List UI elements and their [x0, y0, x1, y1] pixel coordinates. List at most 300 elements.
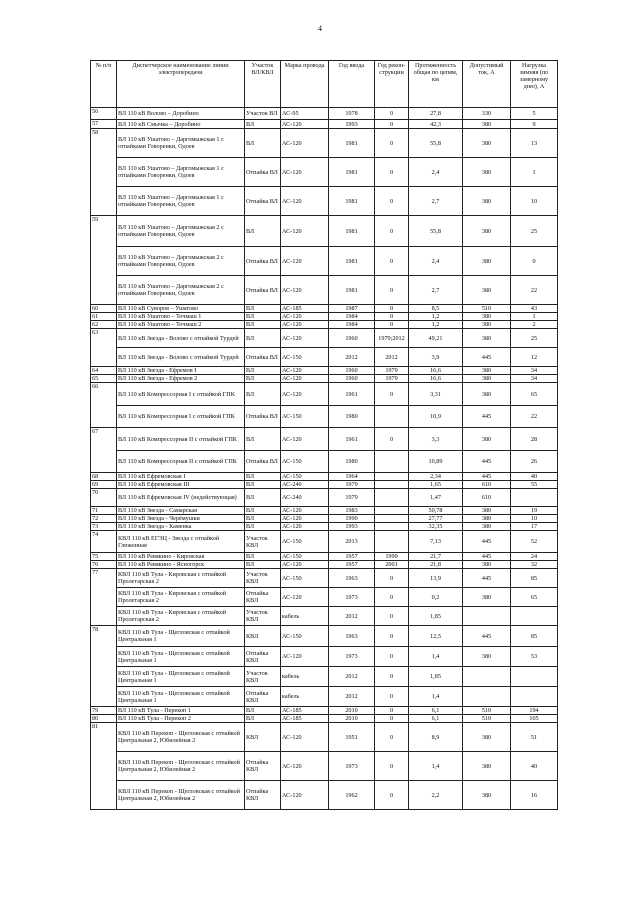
load-cell: 65 — [511, 383, 558, 406]
row-number-cell: 57 — [91, 120, 117, 129]
length-cell: 2,4 — [409, 158, 463, 187]
line-name-cell: КВЛ 110 кВ Перекоп - Щегловская с отпайкой Центральная 2, Юбилейная 2 — [117, 752, 245, 781]
length-cell: 2,4 — [409, 247, 463, 276]
length-cell: 3,31 — [409, 383, 463, 406]
wire-cell: АС-150 — [281, 569, 329, 588]
col-wire-header: Марка провода — [281, 61, 329, 108]
line-name-cell: ВЛ 110 кВ Смычка – Доробино — [117, 120, 245, 129]
recon-year-cell: 0 — [375, 129, 409, 158]
wire-cell: АС-95 — [281, 108, 329, 120]
table-header — [91, 61, 558, 108]
current-cell: 380 — [463, 588, 511, 607]
load-cell: 10 — [511, 187, 558, 216]
length-cell: 1,4 — [409, 647, 463, 667]
current-cell: 610 — [463, 481, 511, 489]
current-cell: 380 — [463, 329, 511, 348]
load-cell: 85 — [511, 569, 558, 588]
line-name-cell: ВЛ 110 кВ Тула - Перекоп 2 — [117, 715, 245, 723]
line-name-cell: КВЛ 110 кВ Тула - Кировская с отпайкой Пролетарская 2 — [117, 607, 245, 626]
recon-year-cell: 0 — [375, 216, 409, 247]
year-cell: 1979 — [329, 481, 375, 489]
row-number-cell: 77 — [91, 569, 117, 626]
line-name-cell: ВЛ 110 кВ Звезда - Черёмушки — [117, 515, 245, 523]
recon-year-cell: 0 — [375, 313, 409, 321]
load-cell: 32 — [511, 561, 558, 569]
row-number-cell: 72 — [91, 515, 117, 523]
table-row — [91, 129, 558, 158]
current-cell: 510 — [463, 305, 511, 313]
table-row — [91, 507, 558, 515]
recon-year-cell — [375, 481, 409, 489]
recon-year-cell — [375, 406, 409, 428]
year-cell: 1993 — [329, 120, 375, 129]
current-cell: 380 — [463, 187, 511, 216]
row-number-cell: 71 — [91, 507, 117, 515]
section-cell: ВЛ — [245, 216, 281, 247]
length-cell: 1,47 — [409, 489, 463, 507]
row-number-cell: 74 — [91, 531, 117, 553]
length-cell: 1,2 — [409, 313, 463, 321]
row-number-cell: 66 — [91, 383, 117, 428]
row-number-cell: 59 — [91, 216, 117, 305]
wire-cell: кабель — [281, 667, 329, 687]
current-cell: 445 — [463, 406, 511, 428]
recon-year-cell: 0 — [375, 120, 409, 129]
year-cell: 2013 — [329, 531, 375, 553]
length-cell: 49,21 — [409, 329, 463, 348]
recon-year-cell: 0 — [375, 321, 409, 329]
wire-cell: кабель — [281, 687, 329, 707]
line-name-cell: ВЛ 110 кВ Ушатово – Точмаш 2 — [117, 321, 245, 329]
section-cell: Отпайка ВЛ — [245, 187, 281, 216]
wire-cell: АС-120 — [281, 561, 329, 569]
current-cell: 610 — [463, 489, 511, 507]
line-name-cell: КВЛ 110 кВ Тула - Щегловская с отпайкой Центральная 1 — [117, 626, 245, 647]
recon-year-cell: 0 — [375, 781, 409, 810]
row-number-cell: 58 — [91, 129, 117, 216]
current-cell: 380 — [463, 752, 511, 781]
recon-year-cell: 0 — [375, 647, 409, 667]
section-cell: Отпайка ВЛ — [245, 276, 281, 305]
length-cell: 1,2 — [409, 321, 463, 329]
recon-year-cell: 0 — [375, 247, 409, 276]
wire-cell: АС-120 — [281, 247, 329, 276]
length-cell: 16,6 — [409, 375, 463, 383]
col-name-header: Диспетчерское наименование линии электропередачи — [117, 61, 245, 108]
section-cell: ВЛ — [245, 329, 281, 348]
line-name-cell: ВЛ 110 кВ Компрессорная II с отпайкой ГПК — [117, 428, 245, 451]
current-cell — [463, 667, 511, 687]
current-cell: 510 — [463, 707, 511, 715]
wire-cell: АС-150 — [281, 406, 329, 428]
recon-year-cell — [375, 507, 409, 515]
section-cell: Отпайка ВЛ — [245, 406, 281, 428]
length-cell: 2,7 — [409, 276, 463, 305]
table-row — [91, 313, 558, 321]
recon-year-cell: 0 — [375, 723, 409, 752]
length-cell: 3,3 — [409, 428, 463, 451]
year-cell: 1984 — [329, 313, 375, 321]
current-cell: 380 — [463, 561, 511, 569]
table-row — [91, 489, 558, 507]
row-number-cell: 68 — [91, 473, 117, 481]
year-cell: 1957 — [329, 553, 375, 561]
line-name-cell: ВЛ 110 кВ Звезда - Ефремов I — [117, 367, 245, 375]
wire-cell: АС-120 — [281, 129, 329, 158]
row-number-cell: 69 — [91, 481, 117, 489]
year-cell: 1960 — [329, 375, 375, 383]
row-number-cell: 80 — [91, 715, 117, 723]
table-row — [91, 348, 558, 367]
load-cell: 40 — [511, 752, 558, 781]
table-row — [91, 158, 558, 187]
year-cell: 1979 — [329, 489, 375, 507]
line-name-cell: ВЛ 110 кВ Ушатово – Даргомыжская 1 с отпайками Говоренки, Одоев — [117, 129, 245, 158]
line-name-cell: ВЛ 110 кВ Компрессорная I с отпайкой ГПК — [117, 383, 245, 406]
load-cell: 26 — [511, 451, 558, 473]
wire-cell: АС-120 — [281, 158, 329, 187]
current-cell: 380 — [463, 383, 511, 406]
recon-year-cell — [375, 489, 409, 507]
load-cell: 2 — [511, 321, 558, 329]
length-cell: 7,13 — [409, 531, 463, 553]
length-cell: 1,85 — [409, 667, 463, 687]
wire-cell: АС-120 — [281, 329, 329, 348]
load-cell: 194 — [511, 707, 558, 715]
table-row — [91, 451, 558, 473]
current-cell: 445 — [463, 531, 511, 553]
section-cell: Отпайка ВЛ — [245, 158, 281, 187]
load-cell: 52 — [511, 531, 558, 553]
load-cell: 0 — [511, 247, 558, 276]
year-cell: 2012 — [329, 607, 375, 626]
col-num-header: № п/п — [91, 61, 117, 108]
length-cell: 1,85 — [409, 607, 463, 626]
line-name-cell: ВЛ 110 кВ Звезда - Ефремов 2 — [117, 375, 245, 383]
col-year-header: Год ввода — [329, 61, 375, 108]
table-row — [91, 715, 558, 723]
wire-cell: АС-120 — [281, 367, 329, 375]
recon-year-cell: 0 — [375, 305, 409, 313]
year-cell: 2010 — [329, 707, 375, 715]
wire-cell: кабель — [281, 607, 329, 626]
line-name-cell: КВЛ 110 кВ Перекоп - Щегловская с отпайкой Центральная 2, Юбилейная 2 — [117, 723, 245, 752]
section-cell: ВЛ — [245, 715, 281, 723]
table-row — [91, 120, 558, 129]
recon-year-cell: 0 — [375, 158, 409, 187]
year-cell: 1980 — [329, 451, 375, 473]
section-cell: Участок ВЛ — [245, 108, 281, 120]
load-cell: 19 — [511, 507, 558, 515]
power-lines-table — [90, 60, 558, 810]
recon-year-cell: 1979 — [375, 375, 409, 383]
year-cell: 1962 — [329, 781, 375, 810]
load-cell: 65 — [511, 588, 558, 607]
recon-year-cell: 1979;2012 — [375, 329, 409, 348]
recon-year-cell: 0 — [375, 607, 409, 626]
recon-year-cell: 1999 — [375, 553, 409, 561]
row-number-cell: 61 — [91, 313, 117, 321]
wire-cell: АС-120 — [281, 383, 329, 406]
load-cell: 28 — [511, 428, 558, 451]
section-cell: Отпайка КВЛ — [245, 752, 281, 781]
length-cell: 10,9 — [409, 406, 463, 428]
recon-year-cell: 0 — [375, 108, 409, 120]
wire-cell: АС-185 — [281, 715, 329, 723]
current-cell: 510 — [463, 715, 511, 723]
section-cell: ВЛ — [245, 321, 281, 329]
wire-cell: АС-185 — [281, 707, 329, 715]
table-row — [91, 305, 558, 313]
row-number-cell: 65 — [91, 375, 117, 383]
recon-year-cell: 0 — [375, 428, 409, 451]
wire-cell: АС-120 — [281, 507, 329, 515]
row-number-cell: 75 — [91, 553, 117, 561]
year-cell: 1990 — [329, 515, 375, 523]
current-cell: 380 — [463, 375, 511, 383]
section-cell: Отпайка КВЛ — [245, 588, 281, 607]
year-cell: 1963 — [329, 626, 375, 647]
recon-year-cell: 2012 — [375, 348, 409, 367]
section-cell: ВЛ — [245, 383, 281, 406]
table-row — [91, 329, 558, 348]
load-cell: 51 — [511, 723, 558, 752]
wire-cell: АС-120 — [281, 515, 329, 523]
current-cell: 380 — [463, 321, 511, 329]
year-cell: 1981 — [329, 276, 375, 305]
section-cell: Отпайка ВЛ — [245, 247, 281, 276]
line-name-cell: ВЛ 110 кВ Ревякино - Кировская — [117, 553, 245, 561]
load-cell: 43 — [511, 305, 558, 313]
table-row — [91, 687, 558, 707]
recon-year-cell — [375, 451, 409, 473]
load-cell: 22 — [511, 406, 558, 428]
wire-cell: АС-150 — [281, 348, 329, 367]
line-name-cell: ВЛ 110 кВ Компрессорная I с отпайкой ГПК — [117, 406, 245, 428]
section-cell: Отпайка ВЛ — [245, 451, 281, 473]
current-cell: 380 — [463, 367, 511, 375]
section-cell: ВЛ — [245, 553, 281, 561]
length-cell: 6,1 — [409, 707, 463, 715]
year-cell: 1973 — [329, 752, 375, 781]
line-name-cell: ВЛ 110 кВ Ефремовская IV (недействующая) — [117, 489, 245, 507]
section-cell: ВЛ — [245, 313, 281, 321]
load-cell: 55 — [511, 481, 558, 489]
row-number-cell: 56 — [91, 108, 117, 120]
row-number-cell: 67 — [91, 428, 117, 473]
current-cell: 445 — [463, 626, 511, 647]
table-row — [91, 588, 558, 607]
recon-year-cell: 0 — [375, 667, 409, 687]
wire-cell: АС-240 — [281, 481, 329, 489]
current-cell: 380 — [463, 129, 511, 158]
current-cell: 380 — [463, 647, 511, 667]
load-cell: 34 — [511, 375, 558, 383]
table-row — [91, 515, 558, 523]
table-row — [91, 108, 558, 120]
wire-cell: АС-120 — [281, 216, 329, 247]
load-cell: 10 — [511, 515, 558, 523]
year-cell: 1980 — [329, 406, 375, 428]
row-number-cell: 62 — [91, 321, 117, 329]
year-cell: 1961 — [329, 428, 375, 451]
line-name-cell: ВЛ 110 кВ Ушатово – Точмаш 1 — [117, 313, 245, 321]
recon-year-cell: 0 — [375, 715, 409, 723]
line-name-cell: ВЛ 110 кВ Волово – Доробино — [117, 108, 245, 120]
section-cell: Участок КВЛ — [245, 667, 281, 687]
table-row — [91, 781, 558, 810]
wire-cell: АС-120 — [281, 588, 329, 607]
table-row — [91, 276, 558, 305]
row-number-cell: 76 — [91, 561, 117, 569]
length-cell: 21,7 — [409, 553, 463, 561]
table-row — [91, 707, 558, 715]
load-cell: 25 — [511, 216, 558, 247]
section-cell: ВЛ — [245, 707, 281, 715]
load-cell: 53 — [511, 647, 558, 667]
current-cell: 380 — [463, 428, 511, 451]
table-row — [91, 561, 558, 569]
recon-year-cell: 1979 — [375, 367, 409, 375]
length-cell: 1,65 — [409, 481, 463, 489]
row-number-cell: 64 — [91, 367, 117, 375]
wire-cell: АС-120 — [281, 313, 329, 321]
table-row — [91, 321, 558, 329]
section-cell: ВЛ — [245, 561, 281, 569]
section-cell: ВЛ — [245, 367, 281, 375]
year-cell: 2012 — [329, 348, 375, 367]
length-cell: 6,1 — [409, 715, 463, 723]
table-body — [91, 108, 558, 810]
wire-cell: АС-150 — [281, 531, 329, 553]
section-cell: Участок КВЛ — [245, 607, 281, 626]
wire-cell: АС-120 — [281, 752, 329, 781]
year-cell: 1957 — [329, 561, 375, 569]
table-row — [91, 569, 558, 588]
table-row — [91, 553, 558, 561]
load-cell: 24 — [511, 553, 558, 561]
recon-year-cell — [375, 515, 409, 523]
current-cell: 380 — [463, 313, 511, 321]
length-cell: 12,5 — [409, 626, 463, 647]
recon-year-cell — [375, 473, 409, 481]
col-load-header: Нагрузка зимняя (по замерному дню), А — [511, 61, 558, 108]
line-name-cell: ВЛ 110 кВ Ревякино - Ясногорск — [117, 561, 245, 569]
section-cell: Отпайка КВЛ — [245, 781, 281, 810]
section-cell: Отпайка КВЛ — [245, 647, 281, 667]
table-row — [91, 473, 558, 481]
length-cell: 32,35 — [409, 523, 463, 531]
wire-cell: АС-185 — [281, 305, 329, 313]
length-cell: 16,6 — [409, 367, 463, 375]
table-row — [91, 247, 558, 276]
year-cell: 2012 — [329, 667, 375, 687]
length-cell: 1,4 — [409, 687, 463, 707]
recon-year-cell: 0 — [375, 707, 409, 715]
wire-cell: АС-150 — [281, 553, 329, 561]
wire-cell: АС-150 — [281, 473, 329, 481]
line-name-cell: ВЛ 110 кВ Ушатово – Даргомыжская 2 с отпайками Говоренки, Одоев — [117, 216, 245, 247]
wire-cell: АС-120 — [281, 276, 329, 305]
table-row — [91, 375, 558, 383]
wire-cell: АС-120 — [281, 187, 329, 216]
recon-year-cell — [375, 531, 409, 553]
load-cell: 22 — [511, 276, 558, 305]
section-cell: ВЛ — [245, 473, 281, 481]
wire-cell: АС-120 — [281, 781, 329, 810]
length-cell: 50,78 — [409, 507, 463, 515]
row-number-cell: 60 — [91, 305, 117, 313]
section-cell: ВЛ — [245, 305, 281, 313]
year-cell: 1981 — [329, 247, 375, 276]
section-cell: ВЛ — [245, 489, 281, 507]
line-name-cell: ВЛ 110 кВ Звезда - Волово с отпайкой Турдей — [117, 329, 245, 348]
wire-cell: АС-120 — [281, 428, 329, 451]
table-row — [91, 481, 558, 489]
wire-cell: АС-150 — [281, 626, 329, 647]
section-cell: ВЛ — [245, 515, 281, 523]
table-row — [91, 723, 558, 752]
table-row — [91, 406, 558, 428]
length-cell: 27,8 — [409, 108, 463, 120]
year-cell: 1960 — [329, 329, 375, 348]
length-cell: 13,9 — [409, 569, 463, 588]
line-name-cell: ВЛ 110 кВ Ушатово – Даргомыжская 1 с отпайками Говоренки, Одоев — [117, 187, 245, 216]
line-name-cell: КВЛ 110 кВ Тула - Щегловская с отпайкой Центральная 1 — [117, 667, 245, 687]
row-number-cell: 81 — [91, 723, 117, 810]
year-cell: 1978 — [329, 108, 375, 120]
table-row — [91, 383, 558, 406]
year-cell: 1964 — [329, 473, 375, 481]
col-section-header: Участок ВЛ/КВЛ — [245, 61, 281, 108]
current-cell: 380 — [463, 515, 511, 523]
section-cell: Участок КВЛ — [245, 569, 281, 588]
recon-year-cell: 0 — [375, 588, 409, 607]
load-cell — [511, 667, 558, 687]
current-cell: 380 — [463, 158, 511, 187]
year-cell: 1981 — [329, 187, 375, 216]
section-cell: ВЛ — [245, 375, 281, 383]
table-row — [91, 523, 558, 531]
current-cell — [463, 607, 511, 626]
table-row — [91, 626, 558, 647]
year-cell: 1973 — [329, 647, 375, 667]
current-cell: 380 — [463, 781, 511, 810]
line-name-cell: ВЛ 110 кВ Ефремовская I — [117, 473, 245, 481]
load-cell: 9 — [511, 120, 558, 129]
current-cell: 445 — [463, 348, 511, 367]
wire-cell: АС-120 — [281, 647, 329, 667]
load-cell: 40 — [511, 473, 558, 481]
wire-cell: АС-120 — [281, 375, 329, 383]
length-cell: 2,7 — [409, 187, 463, 216]
year-cell: 1960 — [329, 367, 375, 375]
section-cell: Отпайка ВЛ — [245, 348, 281, 367]
current-cell: 380 — [463, 723, 511, 752]
header-row — [91, 61, 558, 108]
year-cell: 1981 — [329, 158, 375, 187]
length-cell: 2,34 — [409, 473, 463, 481]
row-number-cell: 63 — [91, 329, 117, 367]
load-cell: 1 — [511, 158, 558, 187]
year-cell: 1973 — [329, 588, 375, 607]
current-cell: 380 — [463, 507, 511, 515]
current-cell — [463, 687, 511, 707]
load-cell: 16 — [511, 781, 558, 810]
table-row — [91, 531, 558, 553]
table-row — [91, 367, 558, 375]
length-cell: 21,8 — [409, 561, 463, 569]
